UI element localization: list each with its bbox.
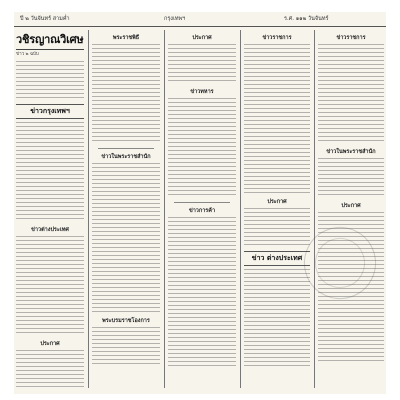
article-heading: ข่าวต่างประเทศ — [31, 227, 69, 233]
text-block — [244, 44, 310, 194]
section-heading: ข่าวกรุงเทพฯ — [16, 104, 84, 119]
masthead-subtitle: ข่าว ๒ ฉบับ — [16, 52, 39, 57]
header-right: ร.ศ. ๑๑๒ วันจันทร์ — [284, 16, 329, 22]
text-block — [244, 269, 310, 369]
article-heading: ข่าวในพระราชสำนัก — [101, 154, 151, 160]
article-heading: ประกาศ — [40, 341, 60, 347]
text-block — [92, 44, 160, 144]
column-rule — [314, 30, 315, 388]
article-heading: ข่าวราชการ — [336, 35, 366, 41]
text-block — [16, 61, 84, 101]
column-1 — [16, 30, 84, 390]
column-3 — [168, 30, 236, 390]
column-rule — [164, 30, 165, 388]
column-4 — [244, 30, 310, 390]
article-heading: ประกาศ — [341, 203, 361, 209]
article-heading: ประกาศ — [192, 35, 212, 41]
column-rule — [240, 30, 241, 388]
column-2 — [92, 30, 160, 390]
article-heading: พระราชพิธี — [112, 35, 140, 41]
article-heading: พระบรมราชโองการ — [102, 318, 150, 324]
text-block — [168, 98, 236, 198]
text-block — [318, 158, 384, 198]
article-heading: ข่าวราชการ — [262, 35, 292, 41]
text-block — [244, 208, 310, 248]
header-left: ปี ๒ วันจันทร์ สามค่ำ — [20, 16, 70, 22]
text-block — [318, 44, 384, 144]
article-heading: ประกาศ — [267, 199, 287, 205]
text-block — [168, 217, 236, 367]
column-5 — [318, 30, 384, 390]
article-heading: ข่าวทหาร — [190, 89, 214, 95]
article-heading: ข่าวในพระราชสำนัก — [326, 149, 376, 155]
masthead-title: วชิรญาณวิเศษ — [16, 30, 84, 50]
page-header — [14, 12, 386, 27]
text-block — [16, 350, 84, 390]
text-block — [92, 163, 160, 313]
divider — [174, 202, 230, 203]
text-block — [92, 327, 160, 367]
text-block — [16, 236, 84, 336]
text-block — [168, 44, 236, 84]
newspaper-page — [14, 12, 386, 394]
text-block — [16, 122, 84, 222]
article-heading: ข่าวการค้า — [188, 208, 216, 214]
column-rule — [88, 30, 89, 388]
header-center: กรุงเทพฯ — [164, 16, 186, 22]
divider — [98, 148, 154, 149]
section-heading: ข่าว ต่างประเทศ — [244, 251, 310, 266]
